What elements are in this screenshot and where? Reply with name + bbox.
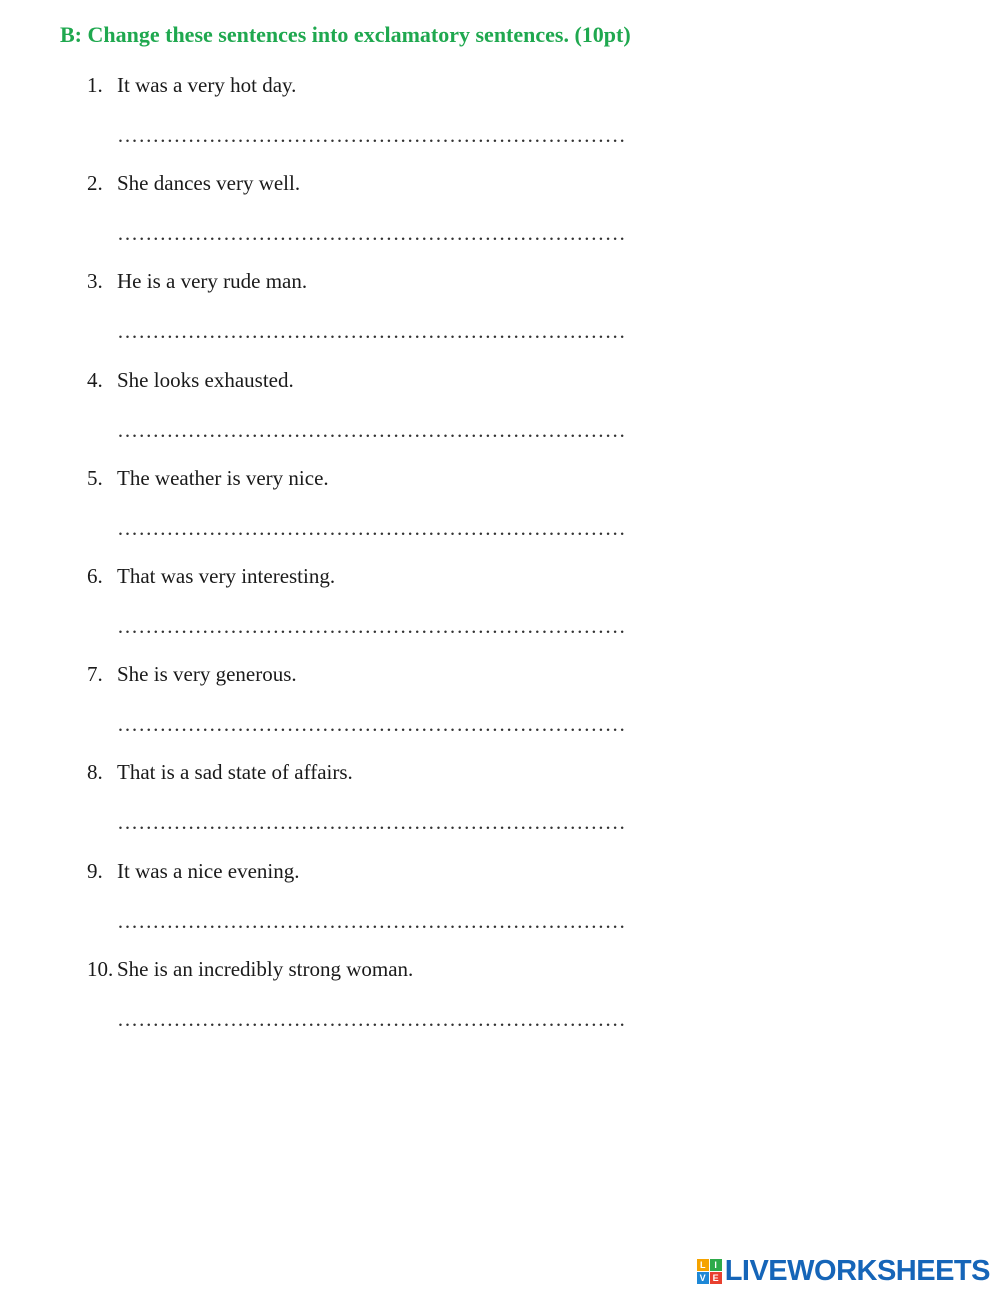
- answer-field[interactable]: ………………………………………………………………: [117, 613, 626, 638]
- answer-field[interactable]: ………………………………………………………………: [117, 908, 626, 933]
- question-text-line: [87, 168, 300, 198]
- logo-letter: L: [697, 1259, 709, 1271]
- question-text: She dances very well.: [117, 171, 301, 196]
- logo-letter: I: [710, 1259, 722, 1271]
- question-text: That was very interesting.: [117, 563, 336, 588]
- answer-field[interactable]: ………………………………………………………………: [117, 712, 626, 737]
- exercise-heading: B: Change these sentences into exclamatory sentences. (10pt): [60, 22, 631, 47]
- answer-field[interactable]: ………………………………………………………………: [117, 1006, 626, 1031]
- question-text-line: [87, 463, 329, 493]
- question-item: [87, 463, 707, 561]
- question-text: She is an incredibly strong woman.: [117, 956, 414, 981]
- question-number: 3.: [87, 269, 103, 294]
- question-number: 7.: [87, 662, 103, 687]
- question-number: 1.: [87, 73, 103, 97]
- question-text: She is very generous.: [117, 662, 297, 687]
- question-text-line: [87, 757, 353, 787]
- question-number: 2.: [87, 171, 103, 196]
- logo-letter: V: [697, 1272, 709, 1284]
- question-text: He is a very rude man.: [117, 269, 308, 294]
- answer-field[interactable]: ………………………………………………………………: [117, 123, 626, 147]
- question-text: It was a very hot day.: [117, 73, 297, 97]
- liveworksheets-logo[interactable]: [697, 1254, 990, 1288]
- question-item: [87, 659, 707, 757]
- question-number: 5.: [87, 465, 103, 490]
- question-text: She looks exhausted.: [117, 367, 294, 392]
- liveworksheets-mark-icon: [697, 1259, 722, 1284]
- liveworksheets-wordmark: LIVEWORKSHEETS: [724, 1254, 990, 1287]
- question-number: 6.: [87, 563, 103, 588]
- question-text: That is a sad state of affairs.: [117, 760, 353, 785]
- question-item: [87, 168, 707, 266]
- question-list: [87, 70, 707, 1052]
- question-text-line: [87, 266, 307, 296]
- question-number: 4.: [87, 367, 103, 392]
- answer-field[interactable]: ………………………………………………………………: [117, 417, 626, 442]
- logo-letter: E: [710, 1272, 722, 1284]
- question-item: [87, 954, 707, 1052]
- answer-field[interactable]: ………………………………………………………………: [117, 515, 626, 540]
- question-item: [87, 365, 707, 463]
- question-item: [87, 70, 707, 168]
- question-number: 8.: [87, 760, 103, 785]
- answer-field[interactable]: ………………………………………………………………: [117, 221, 626, 246]
- question-text-line: [87, 70, 296, 100]
- answer-field[interactable]: ………………………………………………………………: [117, 319, 626, 344]
- question-number: 9.: [87, 858, 103, 883]
- question-text-line: [87, 365, 294, 395]
- question-text-line: [87, 954, 413, 984]
- question-text-line: [87, 659, 297, 689]
- question-item: [87, 561, 707, 659]
- question-text: It was a nice evening.: [117, 858, 300, 883]
- question-text-line: [87, 856, 300, 886]
- question-item: [87, 266, 707, 364]
- question-number: 10.: [87, 956, 114, 981]
- answer-field[interactable]: ………………………………………………………………: [117, 810, 626, 835]
- question-text: The weather is very nice.: [117, 465, 329, 490]
- question-item: [87, 856, 707, 954]
- question-item: [87, 757, 707, 855]
- question-text-line: [87, 561, 335, 591]
